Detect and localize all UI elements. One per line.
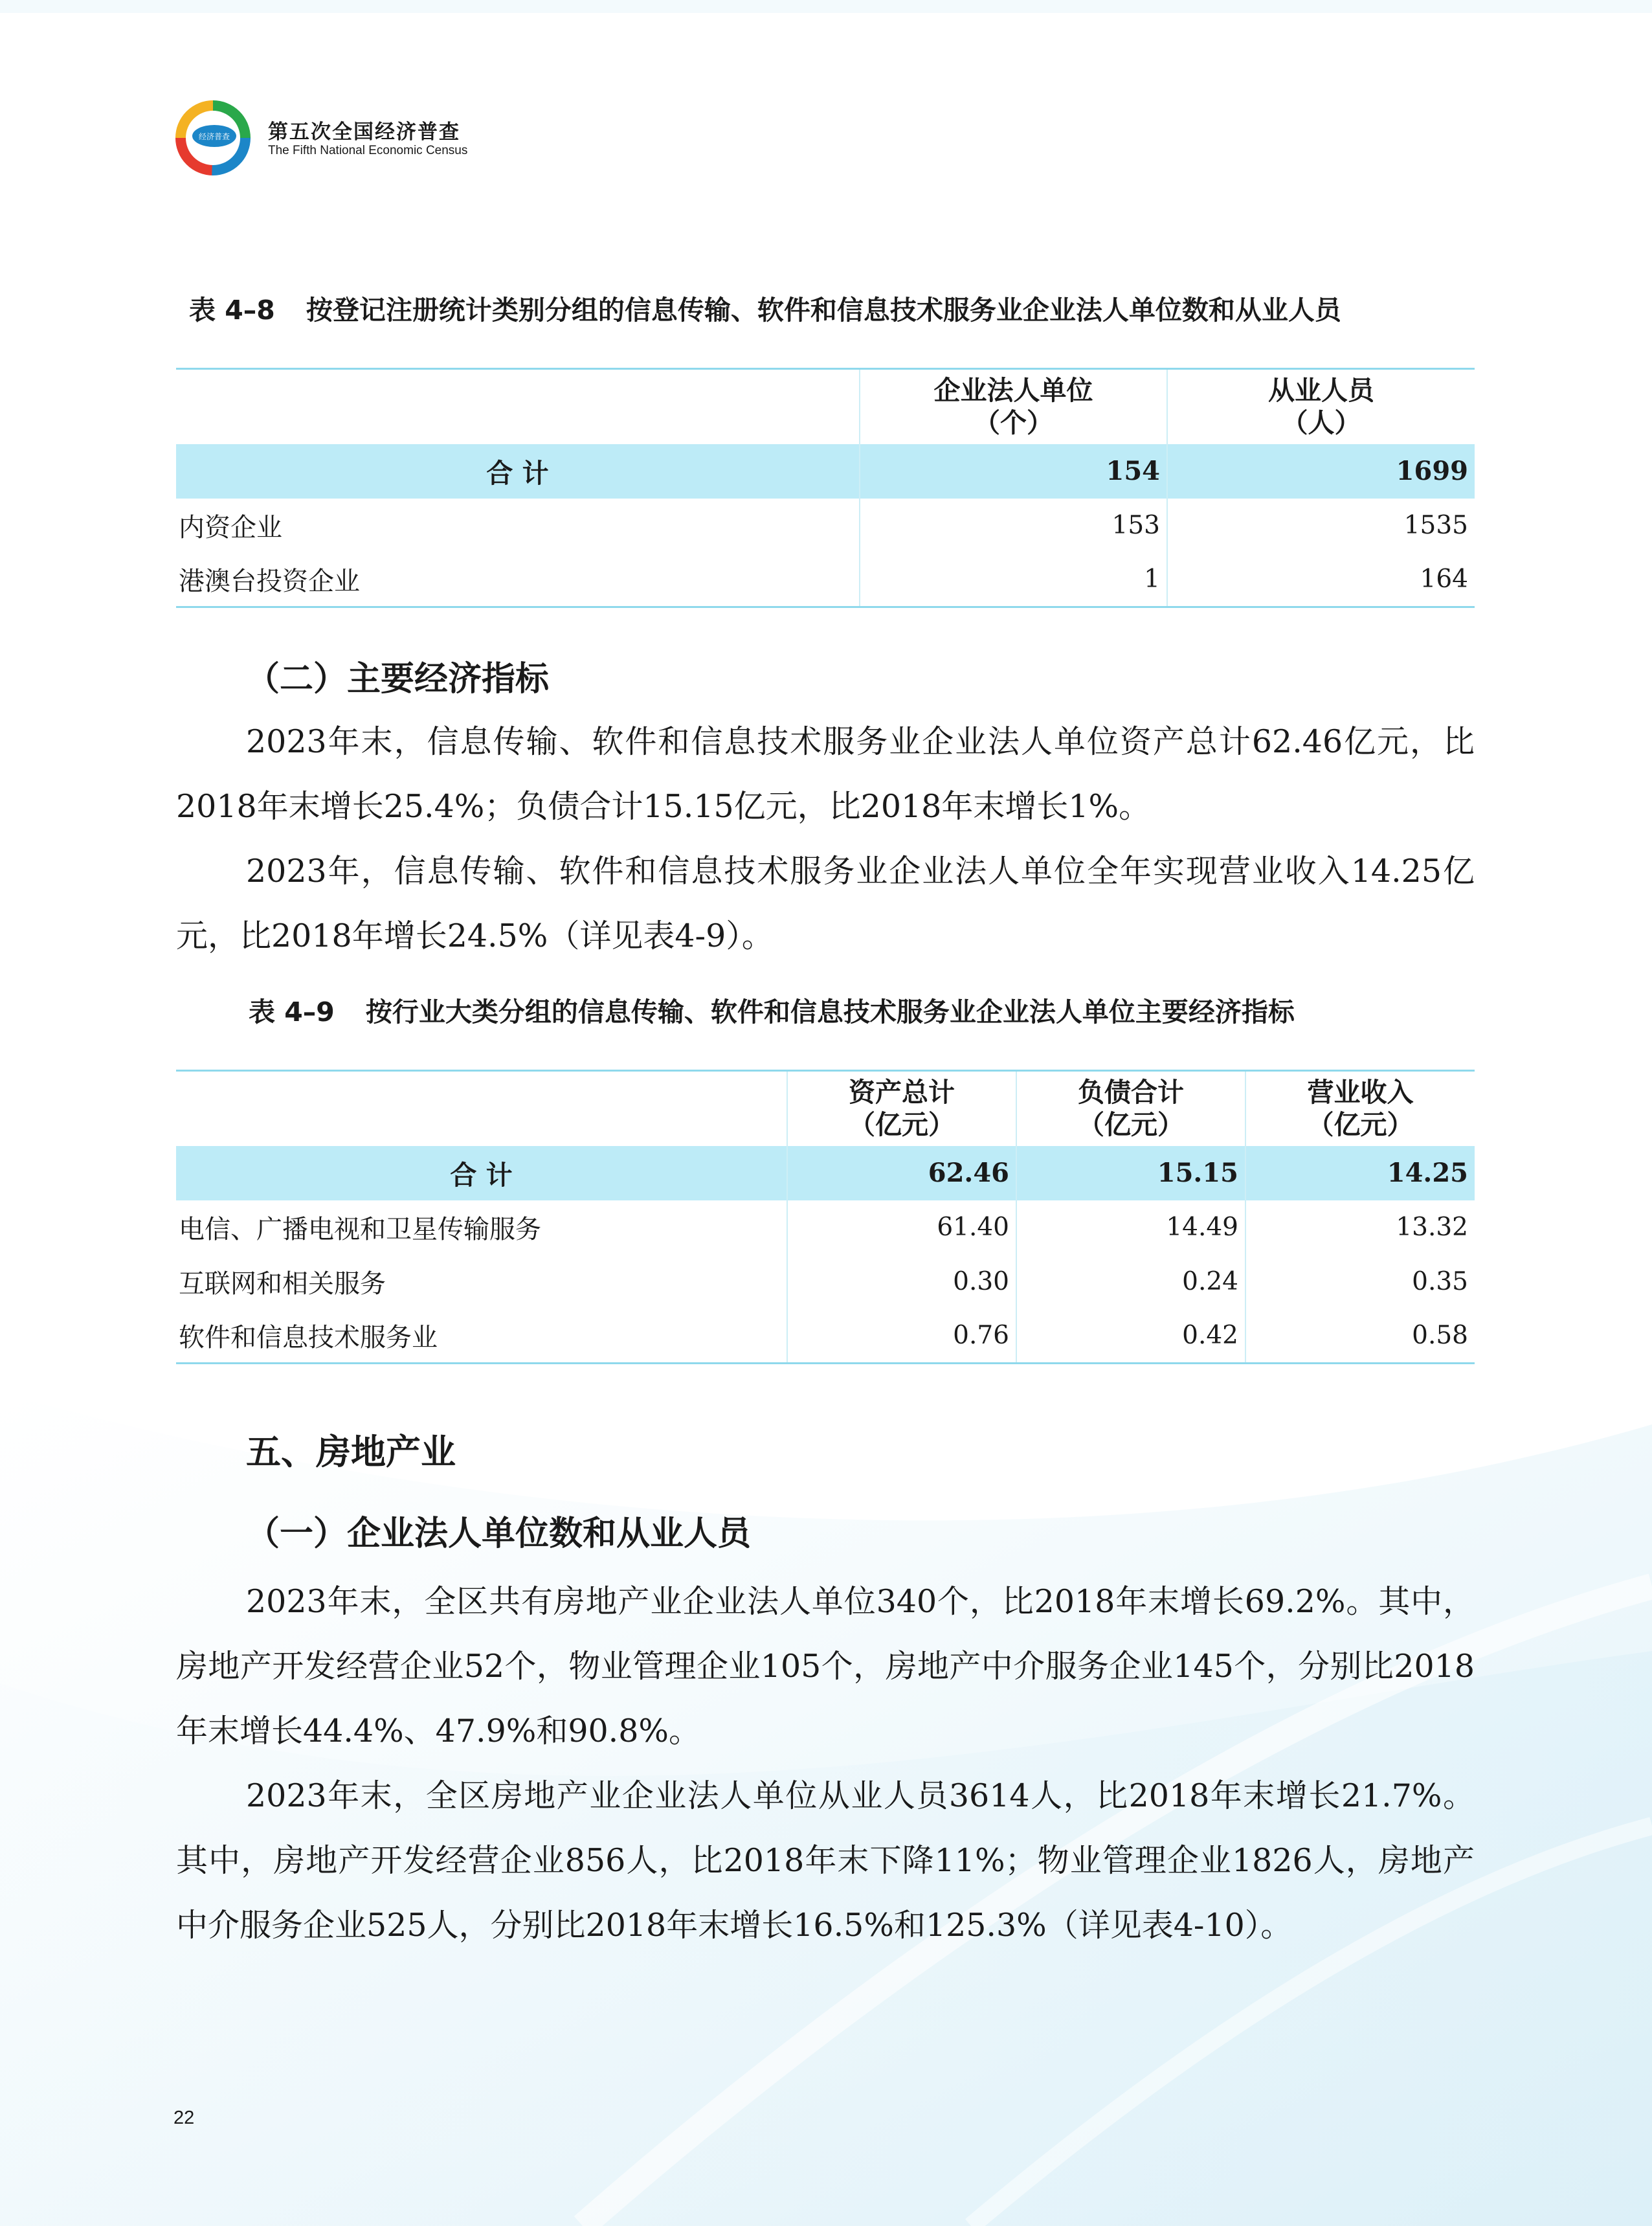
- cell-value: 13.32: [1245, 1200, 1475, 1255]
- cell-value: 61.40: [787, 1200, 1016, 1255]
- header-blank-cell: [176, 369, 860, 444]
- table-4-9: [176, 1070, 1475, 1364]
- column-header: 从业人员 （人）: [1167, 369, 1475, 444]
- row-label: 合 计: [176, 1146, 787, 1200]
- body-paragraph: 2023年末，全区共有房地产业企业法人单位340个，比2018年末增长69.2%。其中，房地产开发经营企业52个，物业管理企业105个，房地产中介服务企业145个，分别比2018年末增长44.4%、47.9%和90.8%。: [176, 1583, 1475, 1749]
- cell-value: 1699: [1167, 444, 1475, 499]
- row-label: 软件和信息技术服务业: [176, 1309, 787, 1364]
- cell-value: 62.46: [787, 1146, 1016, 1200]
- cell-value: 0.24: [1016, 1255, 1245, 1309]
- table-caption: 按行业大类分组的信息传输、软件和信息技术服务业企业法人单位主要经济指标: [365, 996, 1295, 1028]
- table-number: 表 4–8: [189, 295, 275, 326]
- census-logo-icon: [173, 98, 252, 177]
- census-title-cn: 第五次全国经济普查: [268, 120, 460, 144]
- table-4-8: [176, 368, 1475, 608]
- column-header: 资产总计 （亿元）: [787, 1071, 1016, 1146]
- table-4-8-title: [189, 289, 1341, 327]
- header-blank-cell: [176, 1071, 787, 1146]
- body-paragraph: 2023年末，信息传输、软件和信息技术服务业企业法人单位资产总计62.46亿元，比2018年末增长25.4%；负债合计15.15亿元，比2018年末增长1%。: [176, 723, 1475, 825]
- body-paragraph: 2023年，信息传输、软件和信息技术服务业企业法人单位全年实现营业收入14.25亿元，比2018年增长24.5%（详见表4-9）。: [176, 853, 1475, 954]
- cell-value: 153: [860, 499, 1167, 553]
- cell-value: 14.25: [1245, 1146, 1475, 1200]
- cell-value: 154: [860, 444, 1167, 499]
- logo-text: 经济普查: [198, 132, 230, 141]
- table-header-row: [176, 369, 1475, 444]
- table-row: [176, 553, 1475, 607]
- cell-value: 0.58: [1245, 1309, 1475, 1364]
- row-label: 内资企业: [179, 513, 282, 543]
- column-header: 营业收入 （亿元）: [1245, 1071, 1475, 1146]
- cell-value: 0.30: [787, 1255, 1016, 1309]
- table-number: 表 4–9: [249, 996, 335, 1028]
- table-header-row: [176, 1071, 1475, 1146]
- section-heading: （二）主要经济指标: [246, 660, 550, 699]
- row-label: 互联网和相关服务: [179, 1269, 386, 1299]
- cell-value: 15.15: [1016, 1146, 1245, 1200]
- row-label: 合 计: [176, 444, 860, 499]
- table-4-9-title: [249, 991, 1295, 1029]
- cell-value: 1535: [1167, 499, 1475, 553]
- table-row: [176, 1309, 1475, 1364]
- cell-value: 0.35: [1245, 1255, 1475, 1309]
- table-caption: 按登记注册统计类别分组的信息传输、软件和信息技术服务业企业法人单位数和从业人员: [306, 295, 1341, 326]
- column-header: 负债合计 （亿元）: [1016, 1071, 1245, 1146]
- cell-value: 14.49: [1016, 1200, 1245, 1255]
- row-label: 港澳台投资企业: [176, 553, 860, 607]
- cell-value: 1: [860, 553, 1167, 607]
- body-paragraph: 2023年末，全区房地产业企业法人单位从业人员3614人，比2018年末增长21.7%。其中，房地产开发经营企业856人，比2018年末下降11%；物业管理企业1826人，房地产中介服务企业525人，分别比2018年末增长16.5%和125.3%（详见表4-10）。: [176, 1777, 1475, 1944]
- census-title-en: The Fifth National Economic Census: [268, 144, 468, 157]
- row-label: 电信、广播电视和卫星传输服务: [179, 1215, 541, 1244]
- page-number: 22: [173, 2108, 195, 2128]
- table-row: [176, 1200, 1475, 1255]
- cell-value: 164: [1167, 553, 1475, 607]
- table-row: [176, 1255, 1475, 1309]
- cell-value: 0.42: [1016, 1309, 1245, 1364]
- subsection-heading: （一）企业法人单位数和从业人员: [246, 1514, 752, 1553]
- section-heading: 五、房地产业: [246, 1432, 456, 1472]
- total-row: [176, 1146, 1475, 1200]
- cell-value: 0.76: [787, 1309, 1016, 1364]
- total-row: [176, 444, 1475, 499]
- table-row: [176, 499, 1475, 553]
- column-header: 企业法人单位 （个）: [860, 369, 1167, 444]
